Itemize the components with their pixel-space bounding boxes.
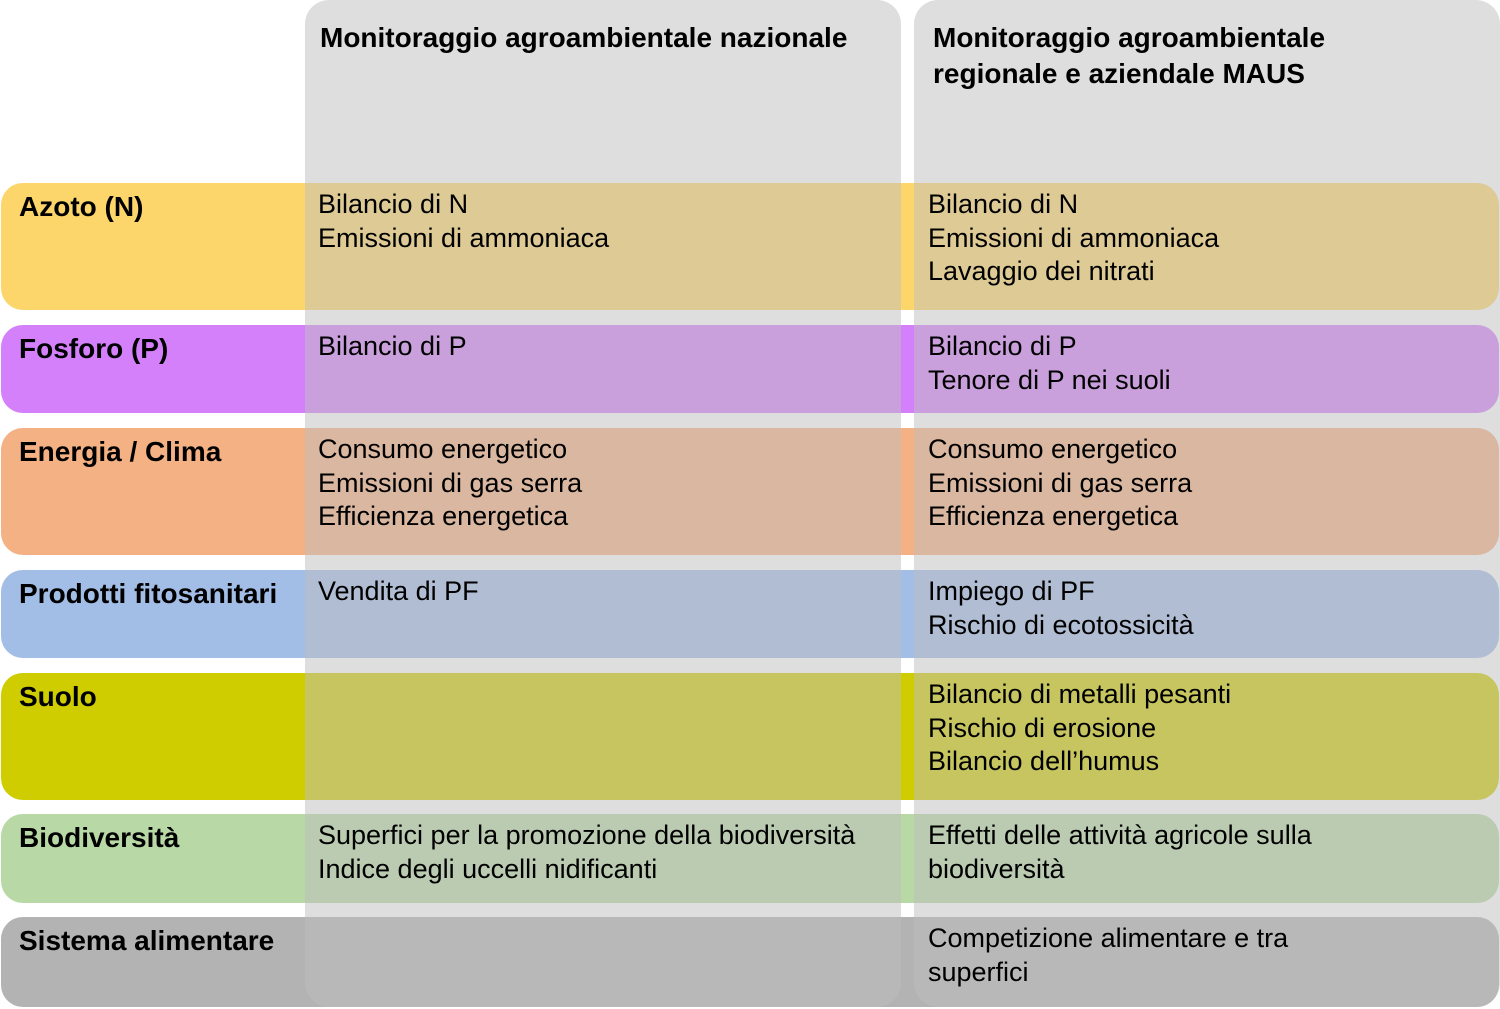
- header-national: Monitoraggio agroambientale nazionale: [320, 22, 848, 53]
- national-indicators: Consumo energetico Emissioni di gas serra Efficienza energetica: [318, 434, 583, 531]
- header-regional: Monitoraggio agroambientale regionale e aziendale MAUS: [933, 22, 1326, 89]
- category-label: Suolo: [19, 681, 97, 712]
- regional-indicators: Effetti delle attività agricole sulla biodiversità: [928, 820, 1312, 884]
- regional-indicators: Bilancio di N Emissioni di ammoniaca Lavaggio dei nitrati: [928, 189, 1220, 286]
- regional-indicators: Bilancio di metalli pesanti Rischio di erosione Bilancio dell’humus: [928, 679, 1232, 776]
- regional-indicators: Bilancio di P Tenore di P nei suoli: [928, 331, 1171, 395]
- regional-indicators: Consumo energetico Emissioni di gas serra Efficienza energetica: [928, 434, 1193, 531]
- national-indicators: Bilancio di P: [318, 331, 467, 361]
- national-indicators: Superfici per la promozione della biodiversità Indice degli uccelli nidificanti: [318, 820, 856, 884]
- national-indicators: Vendita di PF: [318, 576, 479, 606]
- category-label: Biodiversità: [19, 822, 180, 853]
- category-label: Fosforo (P): [19, 333, 169, 364]
- category-label: Energia / Clima: [19, 436, 222, 467]
- category-label: Sistema alimentare: [19, 925, 275, 956]
- national-indicators: Bilancio di N Emissioni di ammoniaca: [318, 189, 610, 253]
- regional-indicators: Competizione alimentare e tra superfici: [928, 923, 1289, 987]
- category-label: Azoto (N): [19, 191, 144, 222]
- regional-indicators: Impiego di PF Rischio di ecotossicità: [928, 576, 1194, 640]
- category-label: Prodotti fitosanitari: [19, 578, 278, 609]
